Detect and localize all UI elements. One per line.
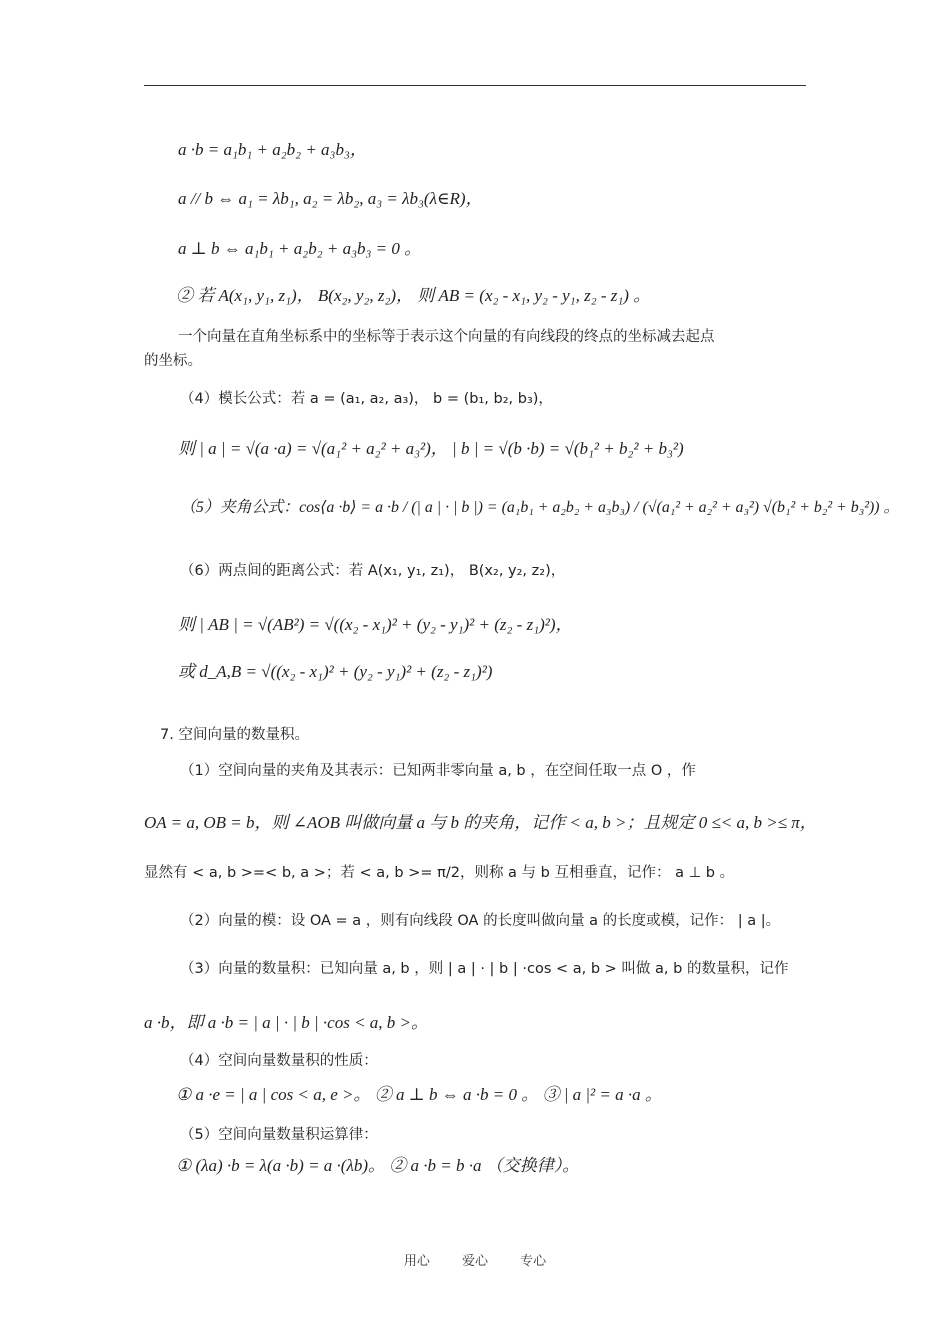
footer-text-2: 爱心: [461, 1254, 488, 1269]
footer-text-1: 用心: [403, 1254, 430, 1269]
text-line-19: a ·b，即 a ·b = | a | · | b | ·cos < a, b >。: [144, 1013, 429, 1032]
text-line-20: （4）空间向量数量积的性质：: [180, 1053, 378, 1069]
text-line-10: （6）两点间的距离公式：若 A(x₁, y₁, z₁)， B(x₂, y₂, z₂)，: [180, 563, 566, 579]
header-rule: [144, 85, 806, 86]
text-line-23: ① (λa) ·b = λ(a ·b) = a ·(λb)。 ② a ·b = b ·a （交换律）。: [176, 1156, 580, 1175]
text-line-21: ① a ·e = | a | cos < a, e >。 ② a ⊥ b ⇔ a ·b = 0 。 ③ | a |² = a ·a 。: [176, 1085, 662, 1104]
text-line-17: （2）向量的模：设 OA = a ，则有向线段 OA 的长度叫做向量 a 的长度或模，记作： | a |。: [180, 913, 781, 929]
text-line-4: ② 若 A(x₁, y₁, z₁)， B(x₂, y₂, z₂)， 则 AB = (x₂ - x₁, y₂ - y₁, z₂ - z₁) 。: [176, 286, 651, 305]
text-line-3: a ⊥ b ⇔ a₁b₁ + a₂b₂ + a₃b₃ = 0 。: [178, 239, 422, 258]
text-line-2: a // b ⇔ a₁ = λb₁, a₂ = λb₂, a₃ = λb₃(λ∈R)，: [178, 189, 483, 208]
text-line-18: （3）向量的数量积：已知向量 a, b ，则 | a | · | b | ·cos < a, b > 叫做 a, b 的数量积，记作: [180, 961, 789, 977]
text-line-1: a ·b = a₁b₁ + a₂b₂ + a₃b₃，: [178, 140, 367, 159]
text-line-7: （4）模长公式：若 a = (a₁, a₂, a₃)， b = (b₁, b₂, b₃)，: [180, 391, 553, 407]
text-line-16: 显然有 < a, b >=< b, a >；若 < a, b >= π/2，则称 a 与 b 互相垂直，记作： a ⊥ b 。: [144, 865, 735, 881]
text-line-5: 一个向量在直角坐标系中的坐标等于表示这个向量的有向线段的终点的坐标减去起点: [178, 329, 715, 345]
page-footer: [0, 1250, 950, 1269]
footer-text-3: 专心: [520, 1254, 547, 1269]
text-line-9: （5）夹角公式：cos⟨a ·b⟩ = a ·b / (| a | · | b |) = (a₁b₁ + a₂b₂ + a₃b₃) / (√(a₁² + a₂² + a₃²) √(b₁² + b₂² + b₃²)) 。: [180, 499, 900, 516]
text-line-22: （5）空间向量数量积运算律：: [180, 1127, 378, 1143]
text-line-13: 7. 空间向量的数量积。: [160, 727, 309, 743]
text-line-14: （1）空间向量的夹角及其表示：已知两非零向量 a, b ，在空间任取一点 O ，作: [180, 763, 696, 779]
text-line-8: 则 | a | = √(a ·a) = √(a₁² + a₂² + a₃²)， | b | = √(b ·b) = √(b₁² + b₂² + b₃²): [178, 439, 684, 458]
text-line-6: 的坐标。: [144, 353, 202, 369]
text-line-15: OA = a, OB = b，则 ∠AOB 叫做向量 a 与 b 的夹角，记作 < a, b >；且规定 0 ≤< a, b >≤ π，: [144, 813, 817, 832]
text-line-12: 或 d_A,B = √((x₂ - x₁)² + (y₂ - y₁)² + (z₂ - z₁)²): [178, 662, 493, 681]
text-line-11: 则 | AB | = √(AB²) = √((x₂ - x₁)² + (y₂ - y₁)² + (z₂ - z₁)²)，: [178, 615, 573, 634]
